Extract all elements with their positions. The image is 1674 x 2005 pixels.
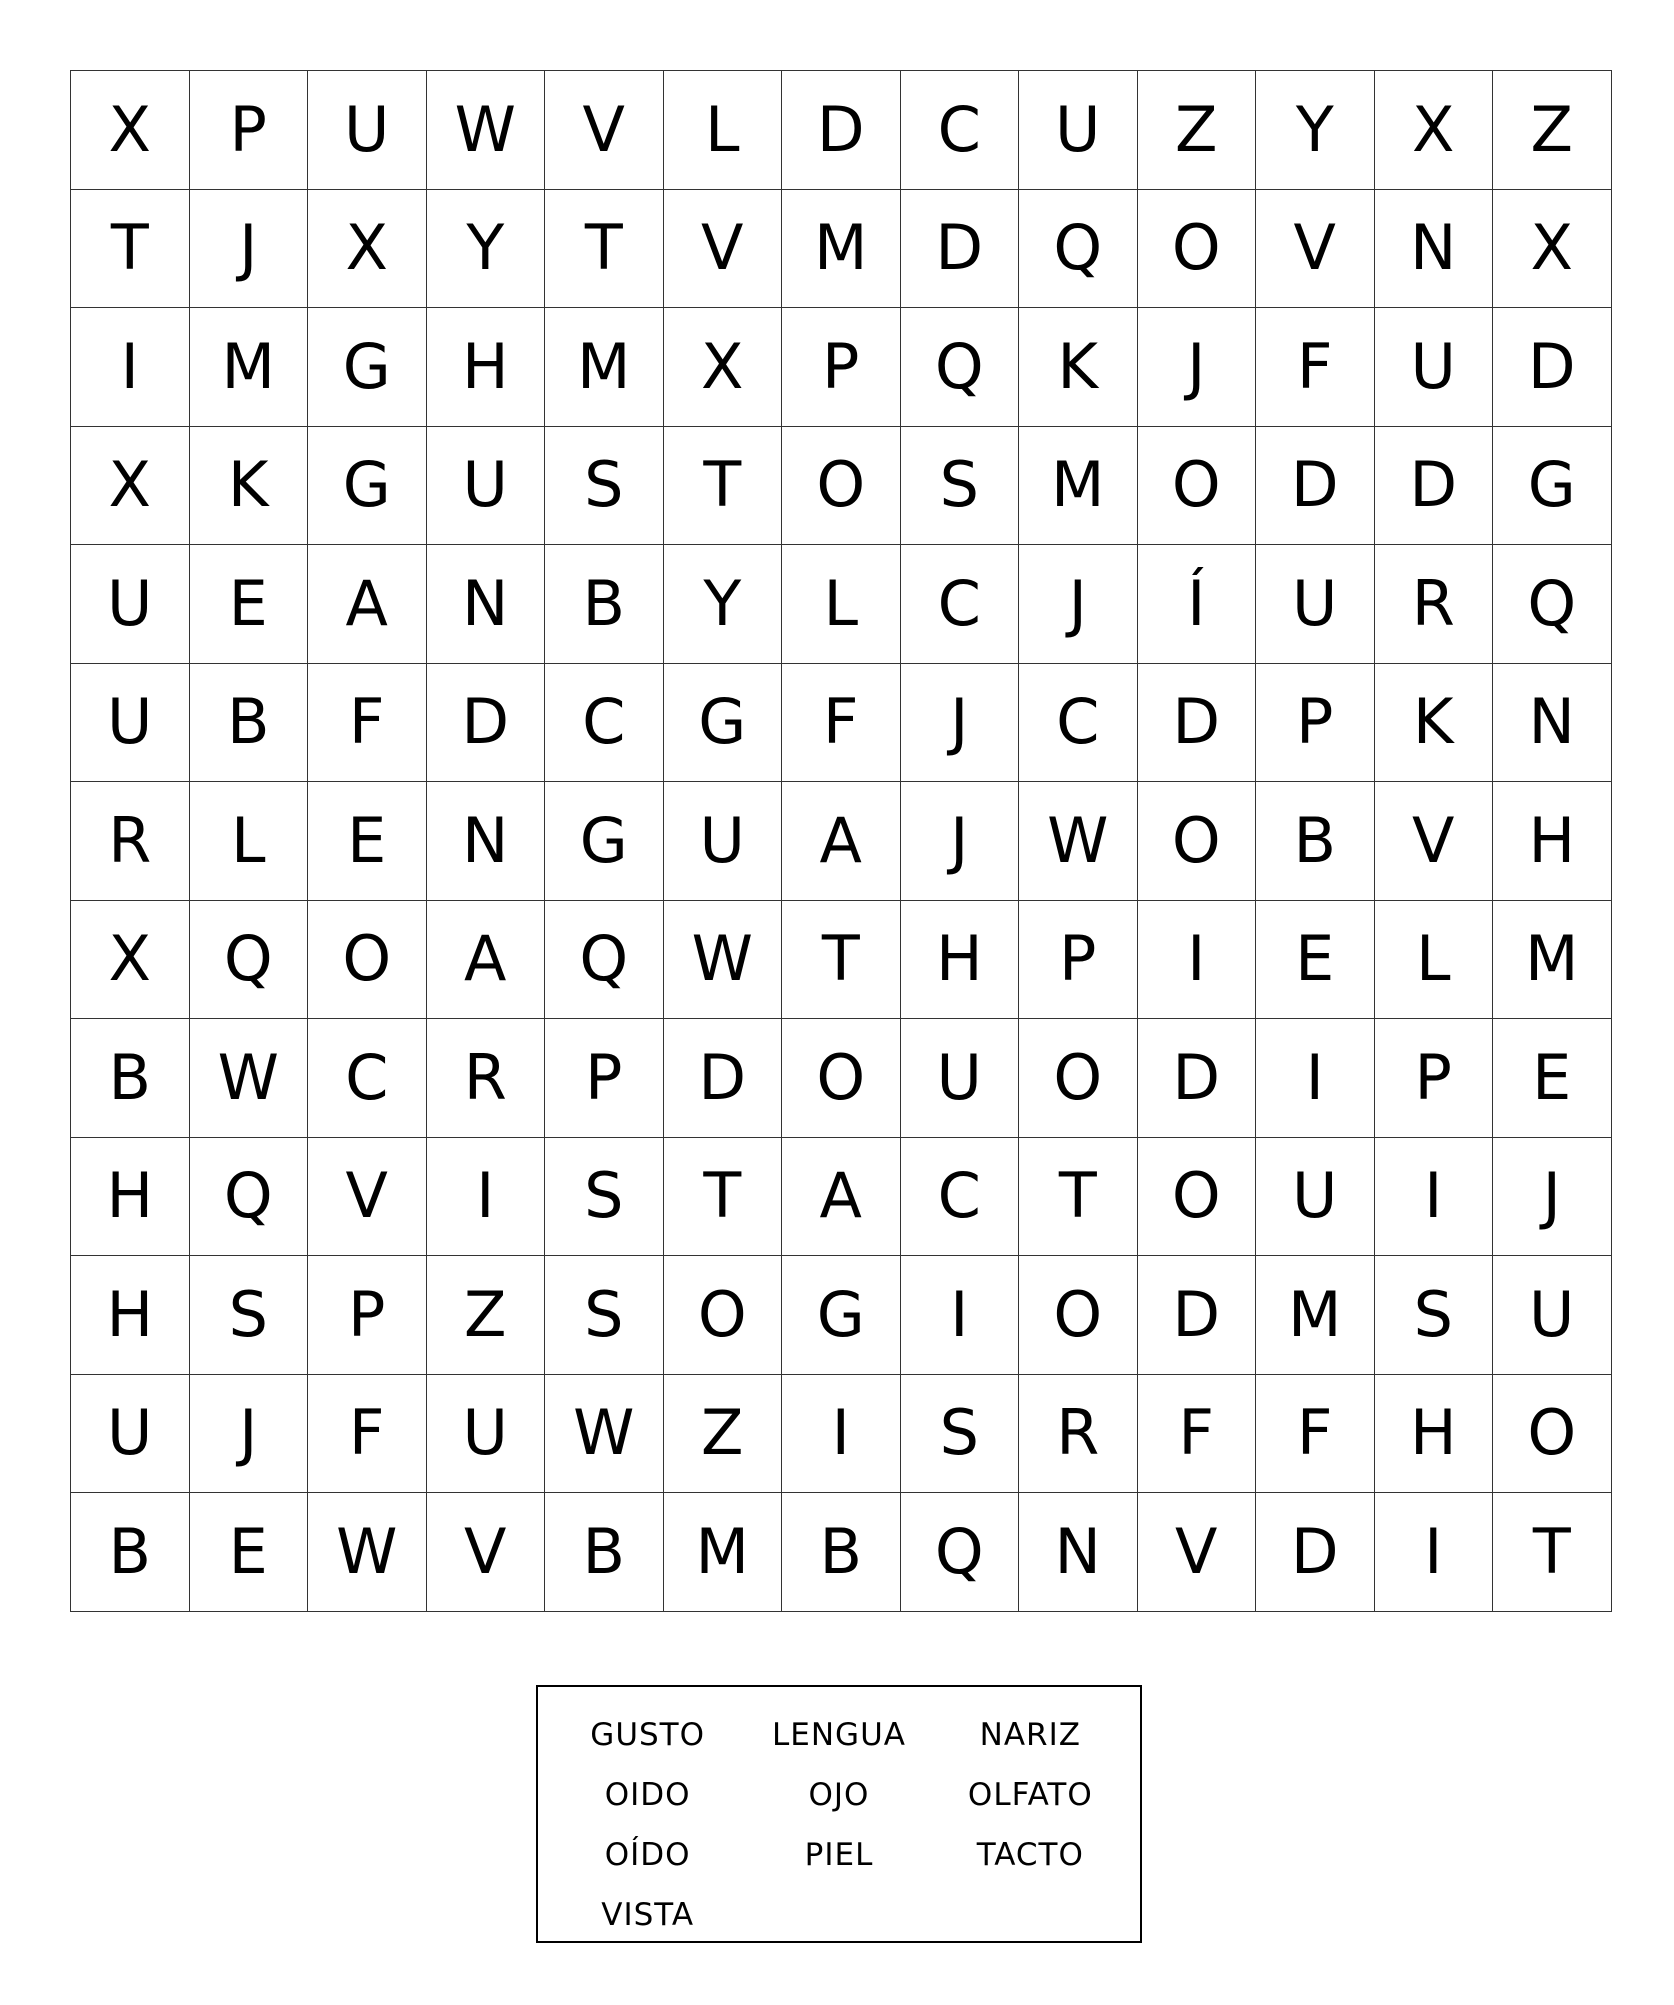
grid-cell[interactable]: K [1019, 308, 1138, 427]
grid-cell[interactable]: B [545, 545, 664, 664]
grid-cell[interactable]: D [664, 1019, 783, 1138]
grid-cell[interactable]: W [1019, 782, 1138, 901]
grid-cell[interactable]: W [190, 1019, 309, 1138]
grid-cell[interactable]: U [1493, 1256, 1612, 1375]
grid-cell[interactable]: H [71, 1138, 190, 1257]
grid-cell[interactable]: U [1256, 1138, 1375, 1257]
grid-cell[interactable]: Z [1493, 71, 1612, 190]
grid-cell[interactable]: J [1138, 308, 1257, 427]
grid-cell[interactable]: M [1493, 901, 1612, 1020]
grid-cell[interactable]: I [1256, 1019, 1375, 1138]
grid-cell[interactable]: R [427, 1019, 546, 1138]
grid-cell[interactable]: G [545, 782, 664, 901]
grid-cell[interactable]: E [190, 1493, 309, 1612]
grid-cell[interactable]: Z [664, 1375, 783, 1494]
grid-cell[interactable]: X [308, 190, 427, 309]
grid-cell[interactable]: V [664, 190, 783, 309]
grid-cell[interactable]: O [1493, 1375, 1612, 1494]
grid-cell[interactable]: F [1256, 1375, 1375, 1494]
grid-cell[interactable]: E [1493, 1019, 1612, 1138]
grid-cell[interactable]: G [782, 1256, 901, 1375]
grid-cell[interactable]: D [782, 71, 901, 190]
grid-cell[interactable]: I [427, 1138, 546, 1257]
word-list-item: NARIZ [979, 1717, 1081, 1753]
word-list-item: GUSTO [590, 1717, 706, 1753]
grid-cell[interactable]: C [901, 71, 1020, 190]
grid-cell[interactable]: G [664, 664, 783, 783]
grid-cell[interactable]: N [1493, 664, 1612, 783]
grid-cell[interactable]: T [1019, 1138, 1138, 1257]
grid-cell[interactable]: C [901, 545, 1020, 664]
grid-cell[interactable]: R [1375, 545, 1494, 664]
grid-cell[interactable]: X [71, 901, 190, 1020]
grid-cell[interactable]: S [545, 1256, 664, 1375]
grid-cell[interactable]: K [1375, 664, 1494, 783]
grid-cell[interactable]: L [782, 545, 901, 664]
grid-cell[interactable]: U [427, 427, 546, 546]
grid-cell[interactable]: M [1256, 1256, 1375, 1375]
grid-cell[interactable]: J [901, 782, 1020, 901]
grid-cell[interactable]: N [427, 782, 546, 901]
grid-cell[interactable]: C [901, 1138, 1020, 1257]
grid-cell[interactable]: D [1138, 664, 1257, 783]
grid-cell[interactable]: X [1375, 71, 1494, 190]
grid-cell[interactable]: V [308, 1138, 427, 1257]
grid-cell[interactable]: N [1375, 190, 1494, 309]
grid-cell[interactable]: S [1375, 1256, 1494, 1375]
grid-cell[interactable]: D [1138, 1019, 1257, 1138]
grid-cell[interactable]: Q [1019, 190, 1138, 309]
grid-cell[interactable]: O [1138, 782, 1257, 901]
grid-cell[interactable]: J [190, 1375, 309, 1494]
word-list-item: OLFATO [967, 1777, 1093, 1813]
grid-cell[interactable]: P [782, 308, 901, 427]
grid-cell[interactable]: I [1375, 1493, 1494, 1612]
word-list-item: TACTO [976, 1837, 1084, 1873]
grid-cell[interactable]: P [1256, 664, 1375, 783]
grid-cell[interactable]: Q [190, 1138, 309, 1257]
word-list-item: OJO [808, 1777, 870, 1813]
grid-cell[interactable]: A [782, 1138, 901, 1257]
grid-cell[interactable]: B [71, 1493, 190, 1612]
grid-cell[interactable]: F [1138, 1375, 1257, 1494]
grid-cell[interactable]: M [1019, 427, 1138, 546]
grid-cell[interactable]: W [427, 71, 546, 190]
grid-cell[interactable]: J [1493, 1138, 1612, 1257]
grid-cell[interactable]: I [71, 308, 190, 427]
grid-cell[interactable]: B [545, 1493, 664, 1612]
grid-cell[interactable]: Q [545, 901, 664, 1020]
word-list-item: OIDO [604, 1777, 691, 1813]
grid-cell[interactable]: P [190, 71, 309, 190]
grid-cell[interactable]: X [71, 71, 190, 190]
grid-cell[interactable]: Q [1493, 545, 1612, 664]
letter-grid [70, 70, 1612, 1612]
grid-cell[interactable]: Y [1256, 71, 1375, 190]
grid-cell[interactable]: H [427, 308, 546, 427]
grid-cell[interactable]: J [1019, 545, 1138, 664]
grid-cell[interactable]: B [1256, 782, 1375, 901]
grid-cell[interactable]: D [427, 664, 546, 783]
grid-cell[interactable]: S [190, 1256, 309, 1375]
grid-cell[interactable]: U [901, 1019, 1020, 1138]
grid-cell[interactable]: O [1019, 1019, 1138, 1138]
grid-cell[interactable]: O [782, 1019, 901, 1138]
grid-cell[interactable]: O [664, 1256, 783, 1375]
grid-cell[interactable]: O [308, 901, 427, 1020]
grid-cell[interactable]: U [308, 71, 427, 190]
grid-cell[interactable]: O [1138, 190, 1257, 309]
grid-cell[interactable]: P [545, 1019, 664, 1138]
grid-cell[interactable]: H [1493, 782, 1612, 901]
grid-cell[interactable]: H [1375, 1375, 1494, 1494]
grid-cell[interactable]: U [1375, 308, 1494, 427]
grid-cell[interactable]: L [664, 71, 783, 190]
grid-cell[interactable]: G [308, 427, 427, 546]
grid-cell[interactable]: B [190, 664, 309, 783]
grid-cell[interactable]: Q [901, 1493, 1020, 1612]
grid-cell[interactable]: J [190, 190, 309, 309]
grid-cell[interactable]: Z [1138, 71, 1257, 190]
grid-cell[interactable]: U [1256, 545, 1375, 664]
grid-cell[interactable]: H [71, 1256, 190, 1375]
grid-cell[interactable]: R [1019, 1375, 1138, 1494]
grid-cell[interactable]: E [308, 782, 427, 901]
grid-cell[interactable]: M [190, 308, 309, 427]
grid-cell[interactable]: T [545, 190, 664, 309]
grid-cell[interactable]: B [71, 1019, 190, 1138]
grid-cell[interactable]: D [1375, 427, 1494, 546]
grid-cell[interactable]: V [1256, 190, 1375, 309]
grid-cell[interactable]: U [1019, 71, 1138, 190]
grid-cell[interactable]: G [308, 308, 427, 427]
grid-cell[interactable]: B [782, 1493, 901, 1612]
grid-cell[interactable]: M [782, 190, 901, 309]
grid-cell[interactable]: O [1138, 427, 1257, 546]
grid-cell[interactable]: W [664, 901, 783, 1020]
grid-cell[interactable]: U [71, 664, 190, 783]
grid-cell[interactable]: O [1019, 1256, 1138, 1375]
grid-cell[interactable]: S [901, 1375, 1020, 1494]
grid-cell[interactable]: M [545, 308, 664, 427]
grid-cell[interactable]: J [901, 664, 1020, 783]
grid-cell[interactable]: O [1138, 1138, 1257, 1257]
grid-cell[interactable]: U [71, 1375, 190, 1494]
grid-cell[interactable]: A [427, 901, 546, 1020]
grid-cell[interactable]: D [1493, 308, 1612, 427]
grid-cell[interactable]: Q [901, 308, 1020, 427]
grid-cell[interactable]: V [1138, 1493, 1257, 1612]
grid-cell[interactable]: V [1375, 782, 1494, 901]
grid-cell[interactable]: C [308, 1019, 427, 1138]
grid-cell[interactable]: T [664, 1138, 783, 1257]
grid-cell[interactable]: U [71, 545, 190, 664]
grid-cell[interactable]: U [427, 1375, 546, 1494]
grid-cell[interactable]: O [782, 427, 901, 546]
grid-cell[interactable]: L [1375, 901, 1494, 1020]
grid-cell[interactable]: D [1256, 1493, 1375, 1612]
grid-cell[interactable]: E [190, 545, 309, 664]
grid-cell[interactable]: F [1256, 308, 1375, 427]
grid-cell[interactable]: R [71, 782, 190, 901]
grid-cell[interactable]: F [308, 1375, 427, 1494]
grid-cell[interactable]: L [190, 782, 309, 901]
grid-cell[interactable]: W [545, 1375, 664, 1494]
grid-cell[interactable]: Y [427, 190, 546, 309]
grid-cell[interactable]: P [1019, 901, 1138, 1020]
word-list-item: LENGUA [772, 1717, 906, 1753]
grid-cell[interactable]: K [190, 427, 309, 546]
grid-cell[interactable]: U [664, 782, 783, 901]
grid-cell[interactable]: N [1019, 1493, 1138, 1612]
grid-cell[interactable]: H [901, 901, 1020, 1020]
grid-cell[interactable]: X [71, 427, 190, 546]
grid-cell[interactable]: I [782, 1375, 901, 1494]
grid-cell[interactable]: T [1493, 1493, 1612, 1612]
word-list-item: OÍDO [604, 1837, 691, 1873]
grid-cell[interactable]: T [782, 901, 901, 1020]
grid-cell[interactable]: Q [190, 901, 309, 1020]
grid-cell[interactable]: V [545, 71, 664, 190]
grid-cell[interactable]: D [1138, 1256, 1257, 1375]
word-list-item: PIEL [804, 1837, 874, 1873]
grid-cell[interactable]: A [782, 782, 901, 901]
grid-cell[interactable]: C [1019, 664, 1138, 783]
grid-cell[interactable]: Y [664, 545, 783, 664]
grid-cell[interactable]: N [427, 545, 546, 664]
grid-cell[interactable]: X [664, 308, 783, 427]
grid-cell[interactable]: W [308, 1493, 427, 1612]
grid-cell[interactable]: I [901, 1256, 1020, 1375]
grid-cell[interactable]: Í [1138, 545, 1257, 664]
grid-cell[interactable]: F [782, 664, 901, 783]
grid-cell[interactable]: C [545, 664, 664, 783]
grid-cell[interactable]: X [1493, 190, 1612, 309]
grid-cell[interactable]: M [664, 1493, 783, 1612]
grid-cell[interactable]: T [664, 427, 783, 546]
grid-cell[interactable]: F [308, 664, 427, 783]
grid-cell[interactable]: P [308, 1256, 427, 1375]
grid-cell[interactable]: T [71, 190, 190, 309]
grid-cell[interactable]: S [545, 427, 664, 546]
grid-cell[interactable]: I [1138, 901, 1257, 1020]
grid-cell[interactable]: G [1493, 427, 1612, 546]
grid-cell[interactable]: V [427, 1493, 546, 1612]
grid-cell[interactable]: E [1256, 901, 1375, 1020]
grid-cell[interactable]: I [1375, 1138, 1494, 1257]
grid-cell[interactable]: S [545, 1138, 664, 1257]
grid-cell[interactable]: D [901, 190, 1020, 309]
grid-cell[interactable]: A [308, 545, 427, 664]
grid-cell[interactable]: S [901, 427, 1020, 546]
word-list-box [536, 1685, 1142, 1943]
grid-cell[interactable]: D [1256, 427, 1375, 546]
grid-cell[interactable]: Z [427, 1256, 546, 1375]
word-list-item: VISTA [601, 1897, 695, 1933]
grid-cell[interactable]: P [1375, 1019, 1494, 1138]
